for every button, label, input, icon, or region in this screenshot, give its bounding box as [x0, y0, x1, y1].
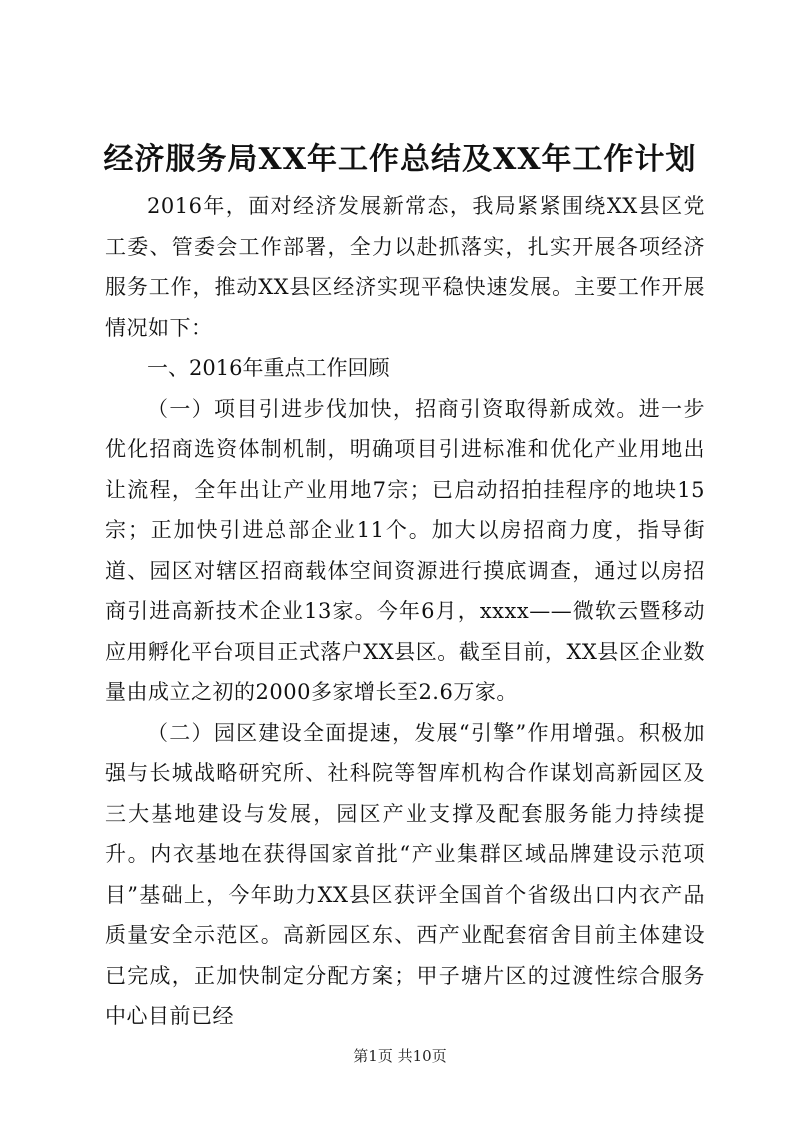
- page-footer: 第1页 共10页: [353, 1047, 447, 1065]
- section-heading: 一、2016年重点工作回顾: [147, 356, 390, 380]
- document-title: 经济服务局XX年工作总结及XX年工作计划: [103, 142, 697, 177]
- document-body: [105, 186, 705, 1037]
- subsection-paragraph-1: （一）项目引进步伐加快，招商引资取得新成效。进一步优化招商选资体制机制，明确项目引进标准和优化产业用地出让流程，全年出让产业用地7宗；已启动招拍挂程序的地块15宗；正加快引进总部企业11个。加大以房招商力度，指导街道、园区对辖区招商载体空间资源进行摸底调查，通过以房招商引进高新技术企业13家。今年6月，xxxx——微软云暨移动应用孵化平台项目正式落户XX县区。截至目前，XX县区企业数量由成立之初的2000多家增长至2.6万家。: [105, 396, 705, 704]
- intro-paragraph: 2016年，面对经济发展新常态，我局紧紧围绕XX县区党工委、管委会工作部署，全力以赴抓落实，扎实开展各项经济服务工作，推动XX县区经济实现平稳快速发展。主要工作开展情况如下：: [105, 194, 705, 340]
- subsection-paragraph-2: （二）园区建设全面提速，发展“引擎”作用增强。积极加强与长城战略研究所、社科院等智库机构合作谋划高新园区及三大基地建设与发展，园区产业支撑及配套服务能力持续提升。内衣基地在获得国家首批“产业集群区域品牌建设示范项目”基础上，今年助力XX县区获评全国首个省级出口内衣产品质量安全示范区。高新园区东、西产业配套宿舍目前主体建设已完成，正加快制定分配方案；甲子塘片区的过渡性综合服务中心目前已经: [105, 720, 705, 1028]
